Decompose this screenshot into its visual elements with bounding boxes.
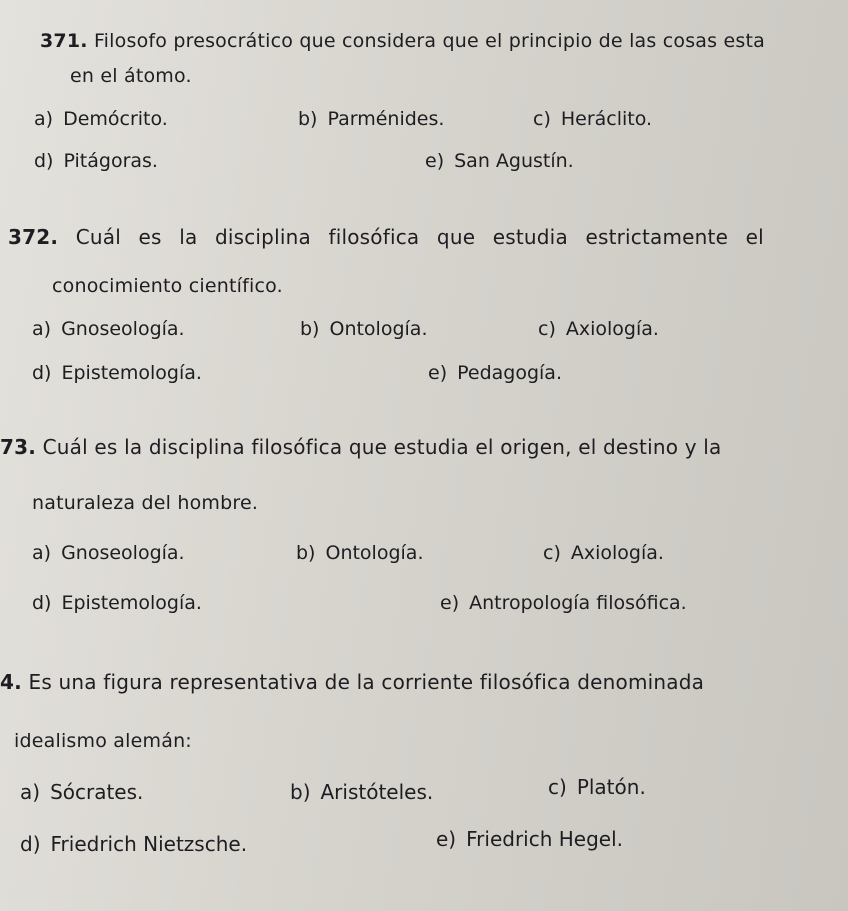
option-text: San Agustín. [454, 150, 574, 172]
option-e[interactable] [428, 362, 562, 384]
option-letter: a) [20, 780, 41, 804]
option-text: Gnoseología. [61, 542, 185, 564]
option-letter: e) [425, 150, 445, 172]
option-a[interactable] [20, 780, 143, 804]
option-letter: e) [436, 827, 457, 851]
question-374-line2: idealismo alemán: [14, 730, 192, 752]
option-d[interactable] [32, 362, 202, 384]
option-text: Ontología. [325, 542, 424, 564]
option-e[interactable] [425, 150, 574, 172]
option-letter: c) [538, 318, 556, 340]
option-letter: c) [533, 108, 551, 130]
option-text: Antropología filosófica. [469, 592, 687, 614]
option-a[interactable] [32, 318, 185, 340]
option-letter: e) [428, 362, 448, 384]
stem-word: el [745, 225, 764, 249]
option-text: Axiología. [570, 542, 664, 564]
option-a[interactable] [34, 108, 168, 130]
option-letter: c) [548, 775, 567, 799]
option-b[interactable] [290, 780, 433, 804]
option-a[interactable] [32, 542, 185, 564]
question-number: 371. [40, 30, 88, 52]
option-text: Friedrich Hegel. [466, 827, 624, 851]
option-letter: b) [296, 542, 316, 564]
option-letter: a) [32, 542, 52, 564]
option-text: Sócrates. [50, 780, 144, 804]
stem-word: disciplina [214, 225, 311, 249]
option-text: Friedrich Nietzsche. [50, 832, 248, 856]
option-c[interactable] [548, 775, 646, 799]
option-letter: b) [300, 318, 320, 340]
stem-word: Cuál [75, 225, 121, 249]
option-c[interactable] [538, 318, 659, 340]
option-b[interactable] [296, 542, 423, 564]
option-c[interactable] [533, 108, 652, 130]
option-c[interactable] [543, 542, 664, 564]
option-b[interactable] [298, 108, 444, 130]
stem-word: que [436, 225, 476, 249]
stem-word: es [138, 225, 162, 249]
stem-word: la [179, 225, 198, 249]
option-d[interactable] [32, 592, 202, 614]
option-text: Epistemología. [61, 362, 202, 384]
option-e[interactable] [440, 592, 687, 614]
question-372-line2: conocimiento científico. [52, 275, 283, 297]
option-d[interactable] [34, 150, 158, 172]
option-letter: a) [34, 108, 54, 130]
question-371-line1 [40, 30, 765, 52]
question-372-line1 [8, 225, 764, 249]
question-number: 372. [8, 225, 59, 249]
option-b[interactable] [300, 318, 427, 340]
option-letter: c) [543, 542, 561, 564]
option-text: Heráclito. [560, 108, 653, 130]
option-text: Platón. [576, 775, 646, 799]
stem-word: estudia [492, 225, 568, 249]
question-text: Es una figura representativa de la corriente filosófica denominada [28, 670, 705, 694]
stem-word: estrictamente [585, 225, 729, 249]
question-text: Filosofo presocrático que considera que el principio de las cosas esta [93, 30, 765, 52]
option-letter: b) [298, 108, 318, 130]
question-373-line2: naturaleza del hombre. [32, 492, 259, 514]
option-d[interactable] [20, 832, 247, 856]
option-letter: d) [32, 592, 52, 614]
option-text: Parménides. [327, 108, 445, 130]
option-text: Axiología. [565, 318, 659, 340]
option-letter: e) [440, 592, 460, 614]
option-text: Pitágoras. [63, 150, 158, 172]
option-letter: d) [32, 362, 52, 384]
option-letter: a) [32, 318, 52, 340]
option-text: Ontología. [329, 318, 428, 340]
option-letter: d) [20, 832, 41, 856]
question-number: 4. [0, 670, 22, 694]
question-374-line1 [0, 670, 704, 694]
question-371-line2: en el átomo. [70, 65, 192, 87]
stem-word: filosófica [328, 225, 420, 249]
question-number: 73. [0, 435, 37, 459]
question-373-line1 [0, 435, 722, 459]
option-text: Aristóteles. [320, 780, 434, 804]
option-text: Pedagogía. [457, 362, 562, 384]
option-text: Gnoseología. [61, 318, 185, 340]
option-letter: d) [34, 150, 54, 172]
question-text: Cuál es la disciplina filosófica que estudia el origen, el destino y la [42, 435, 722, 459]
option-text: Demócrito. [63, 108, 168, 130]
option-text: Epistemología. [61, 592, 202, 614]
option-e[interactable] [436, 827, 623, 851]
option-letter: b) [290, 780, 311, 804]
